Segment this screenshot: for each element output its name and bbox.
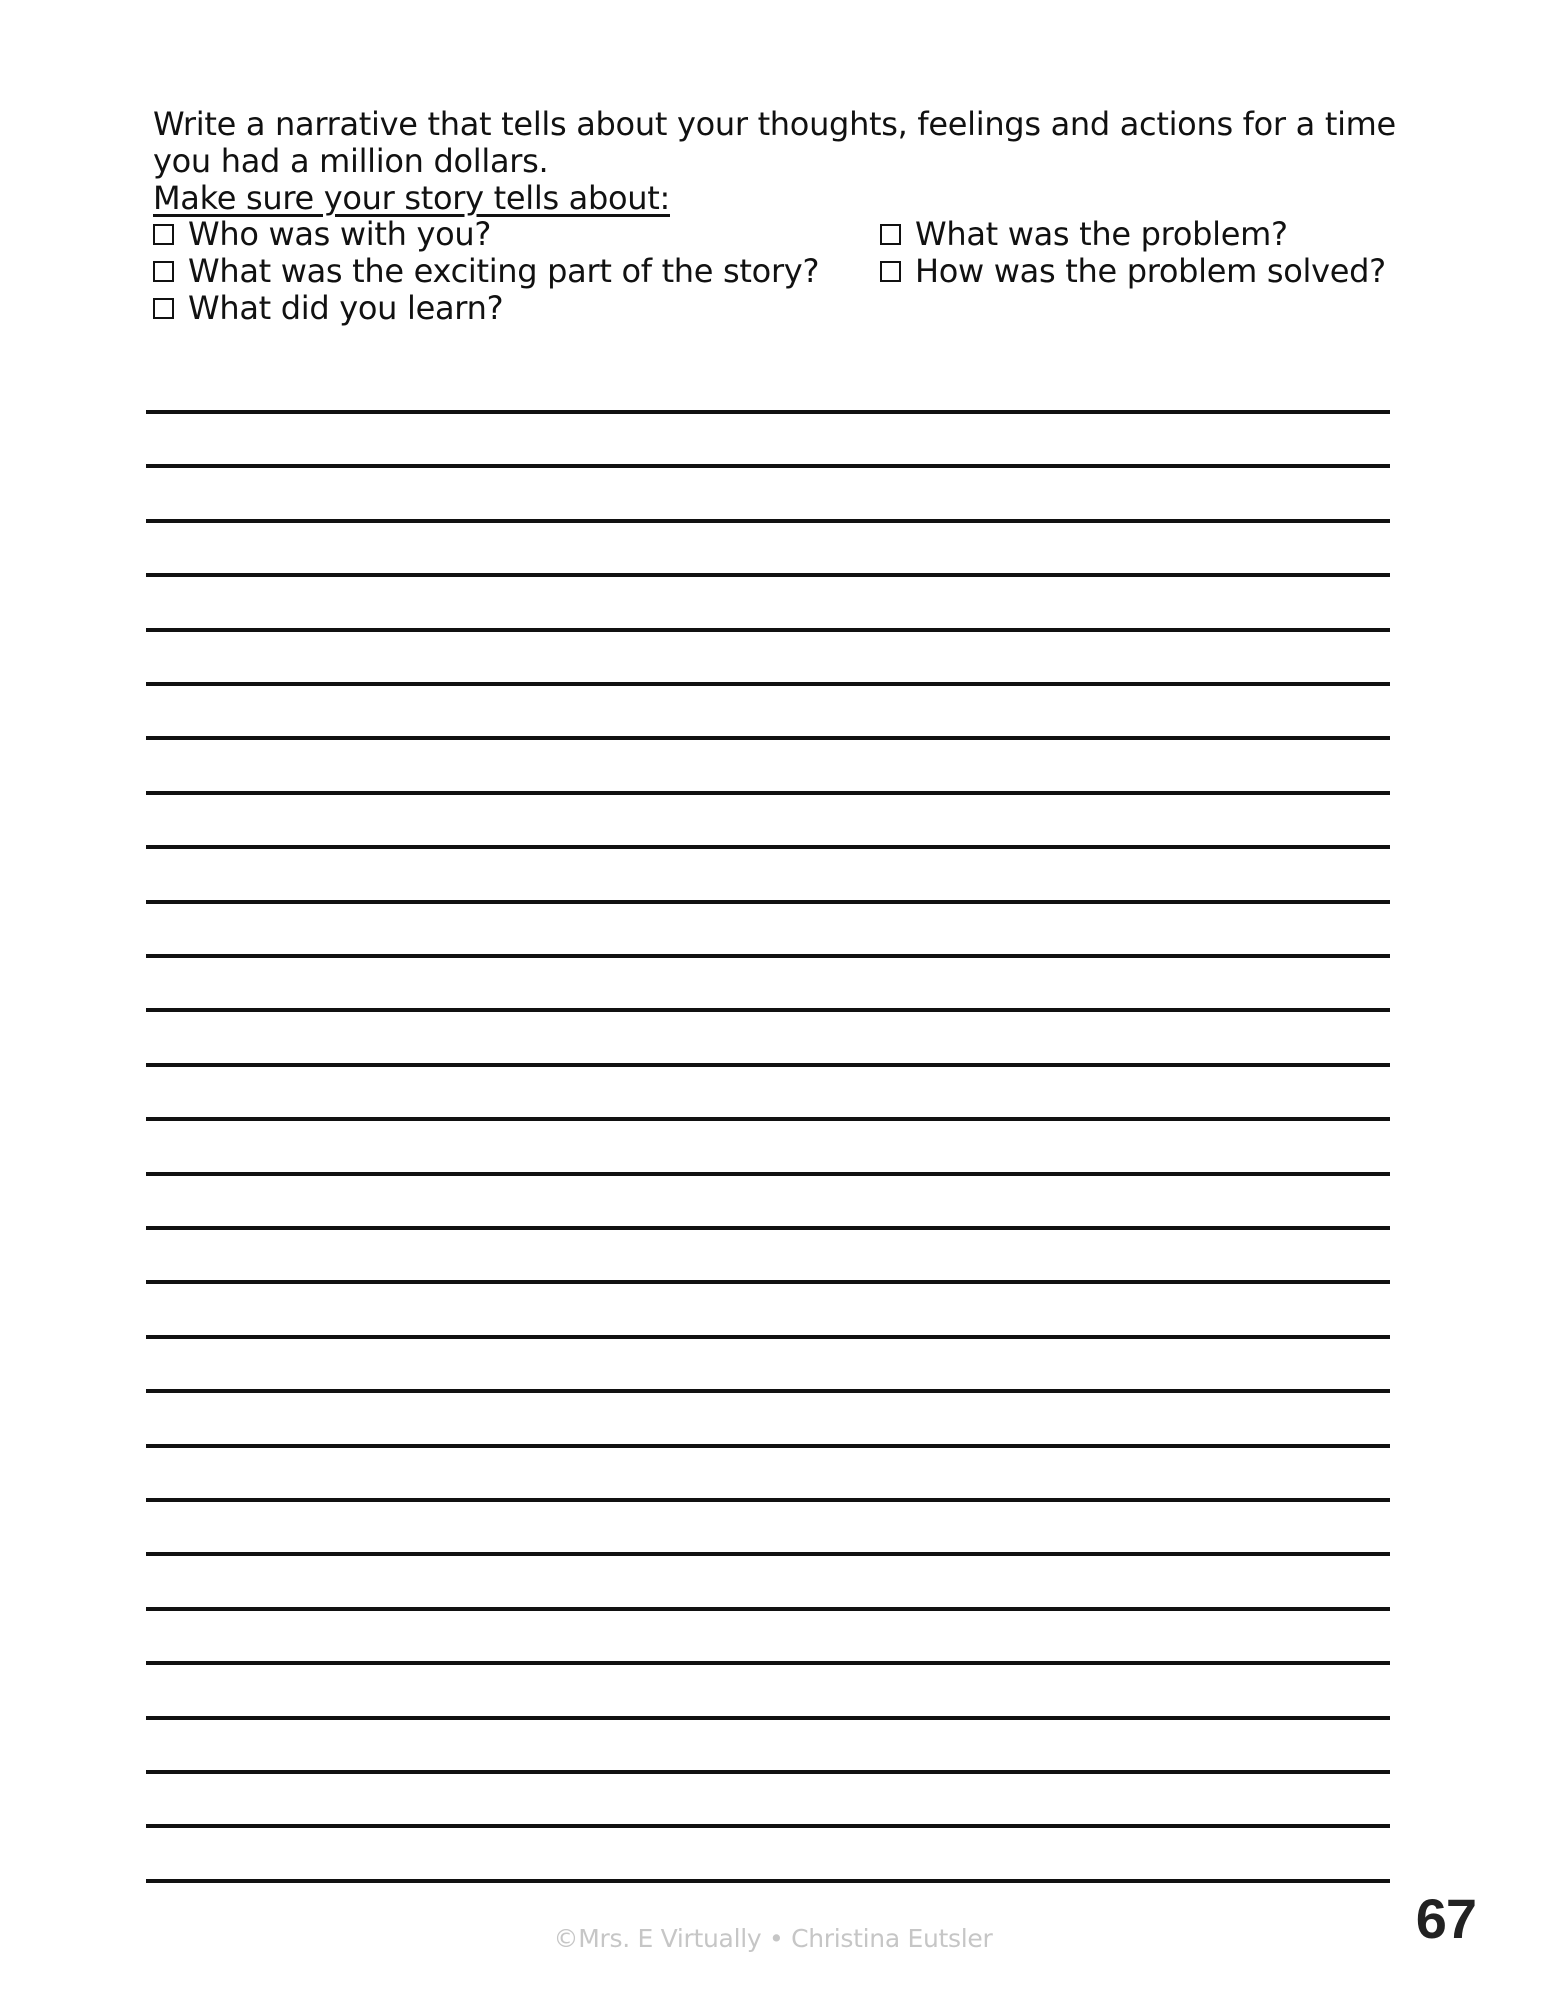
checklist-item-label: How was the problem solved? bbox=[915, 252, 1386, 290]
checklist-item-label: Who was with you? bbox=[188, 215, 492, 253]
writing-line[interactable] bbox=[146, 1661, 1390, 1665]
writing-line[interactable] bbox=[146, 628, 1390, 632]
checklist-item-label: What was the exciting part of the story? bbox=[188, 252, 820, 290]
writing-line[interactable] bbox=[146, 1770, 1390, 1774]
writing-line[interactable] bbox=[146, 791, 1390, 795]
writing-line[interactable] bbox=[146, 1389, 1390, 1393]
copyright-footer: ©Mrs. E Virtually • Christina Eutsler bbox=[553, 1924, 993, 1953]
writing-line[interactable] bbox=[146, 573, 1390, 577]
writing-line[interactable] bbox=[146, 1008, 1390, 1012]
checklist-item-label: What was the problem? bbox=[915, 215, 1288, 253]
writing-line[interactable] bbox=[146, 1879, 1390, 1883]
page-number: 67 bbox=[1415, 1887, 1476, 1950]
checklist-heading: Make sure your story tells about: bbox=[153, 179, 670, 217]
writing-line[interactable] bbox=[146, 1117, 1390, 1121]
writing-line[interactable] bbox=[146, 845, 1390, 849]
writing-line[interactable] bbox=[146, 1498, 1390, 1502]
writing-line[interactable] bbox=[146, 464, 1390, 468]
writing-lines-area[interactable] bbox=[146, 0, 1390, 2000]
writing-line[interactable] bbox=[146, 1063, 1390, 1067]
writing-line[interactable] bbox=[146, 1172, 1390, 1176]
writing-line[interactable] bbox=[146, 954, 1390, 958]
writing-line[interactable] bbox=[146, 1607, 1390, 1611]
writing-line[interactable] bbox=[146, 1226, 1390, 1230]
writing-line[interactable] bbox=[146, 900, 1390, 904]
writing-line[interactable] bbox=[146, 1824, 1390, 1828]
prompt-line-1: Write a narrative that tells about your thoughts, feelings and actions for a time bbox=[153, 105, 1396, 143]
writing-line[interactable] bbox=[146, 736, 1390, 740]
writing-line[interactable] bbox=[146, 519, 1390, 523]
prompt-line-2: you had a million dollars. bbox=[153, 142, 549, 180]
writing-line[interactable] bbox=[146, 1280, 1390, 1284]
writing-line[interactable] bbox=[146, 1716, 1390, 1720]
writing-line[interactable] bbox=[146, 410, 1390, 414]
checklist-item-label: What did you learn? bbox=[188, 289, 504, 327]
writing-line[interactable] bbox=[146, 682, 1390, 686]
writing-line[interactable] bbox=[146, 1444, 1390, 1448]
writing-line[interactable] bbox=[146, 1552, 1390, 1556]
writing-line[interactable] bbox=[146, 1335, 1390, 1339]
